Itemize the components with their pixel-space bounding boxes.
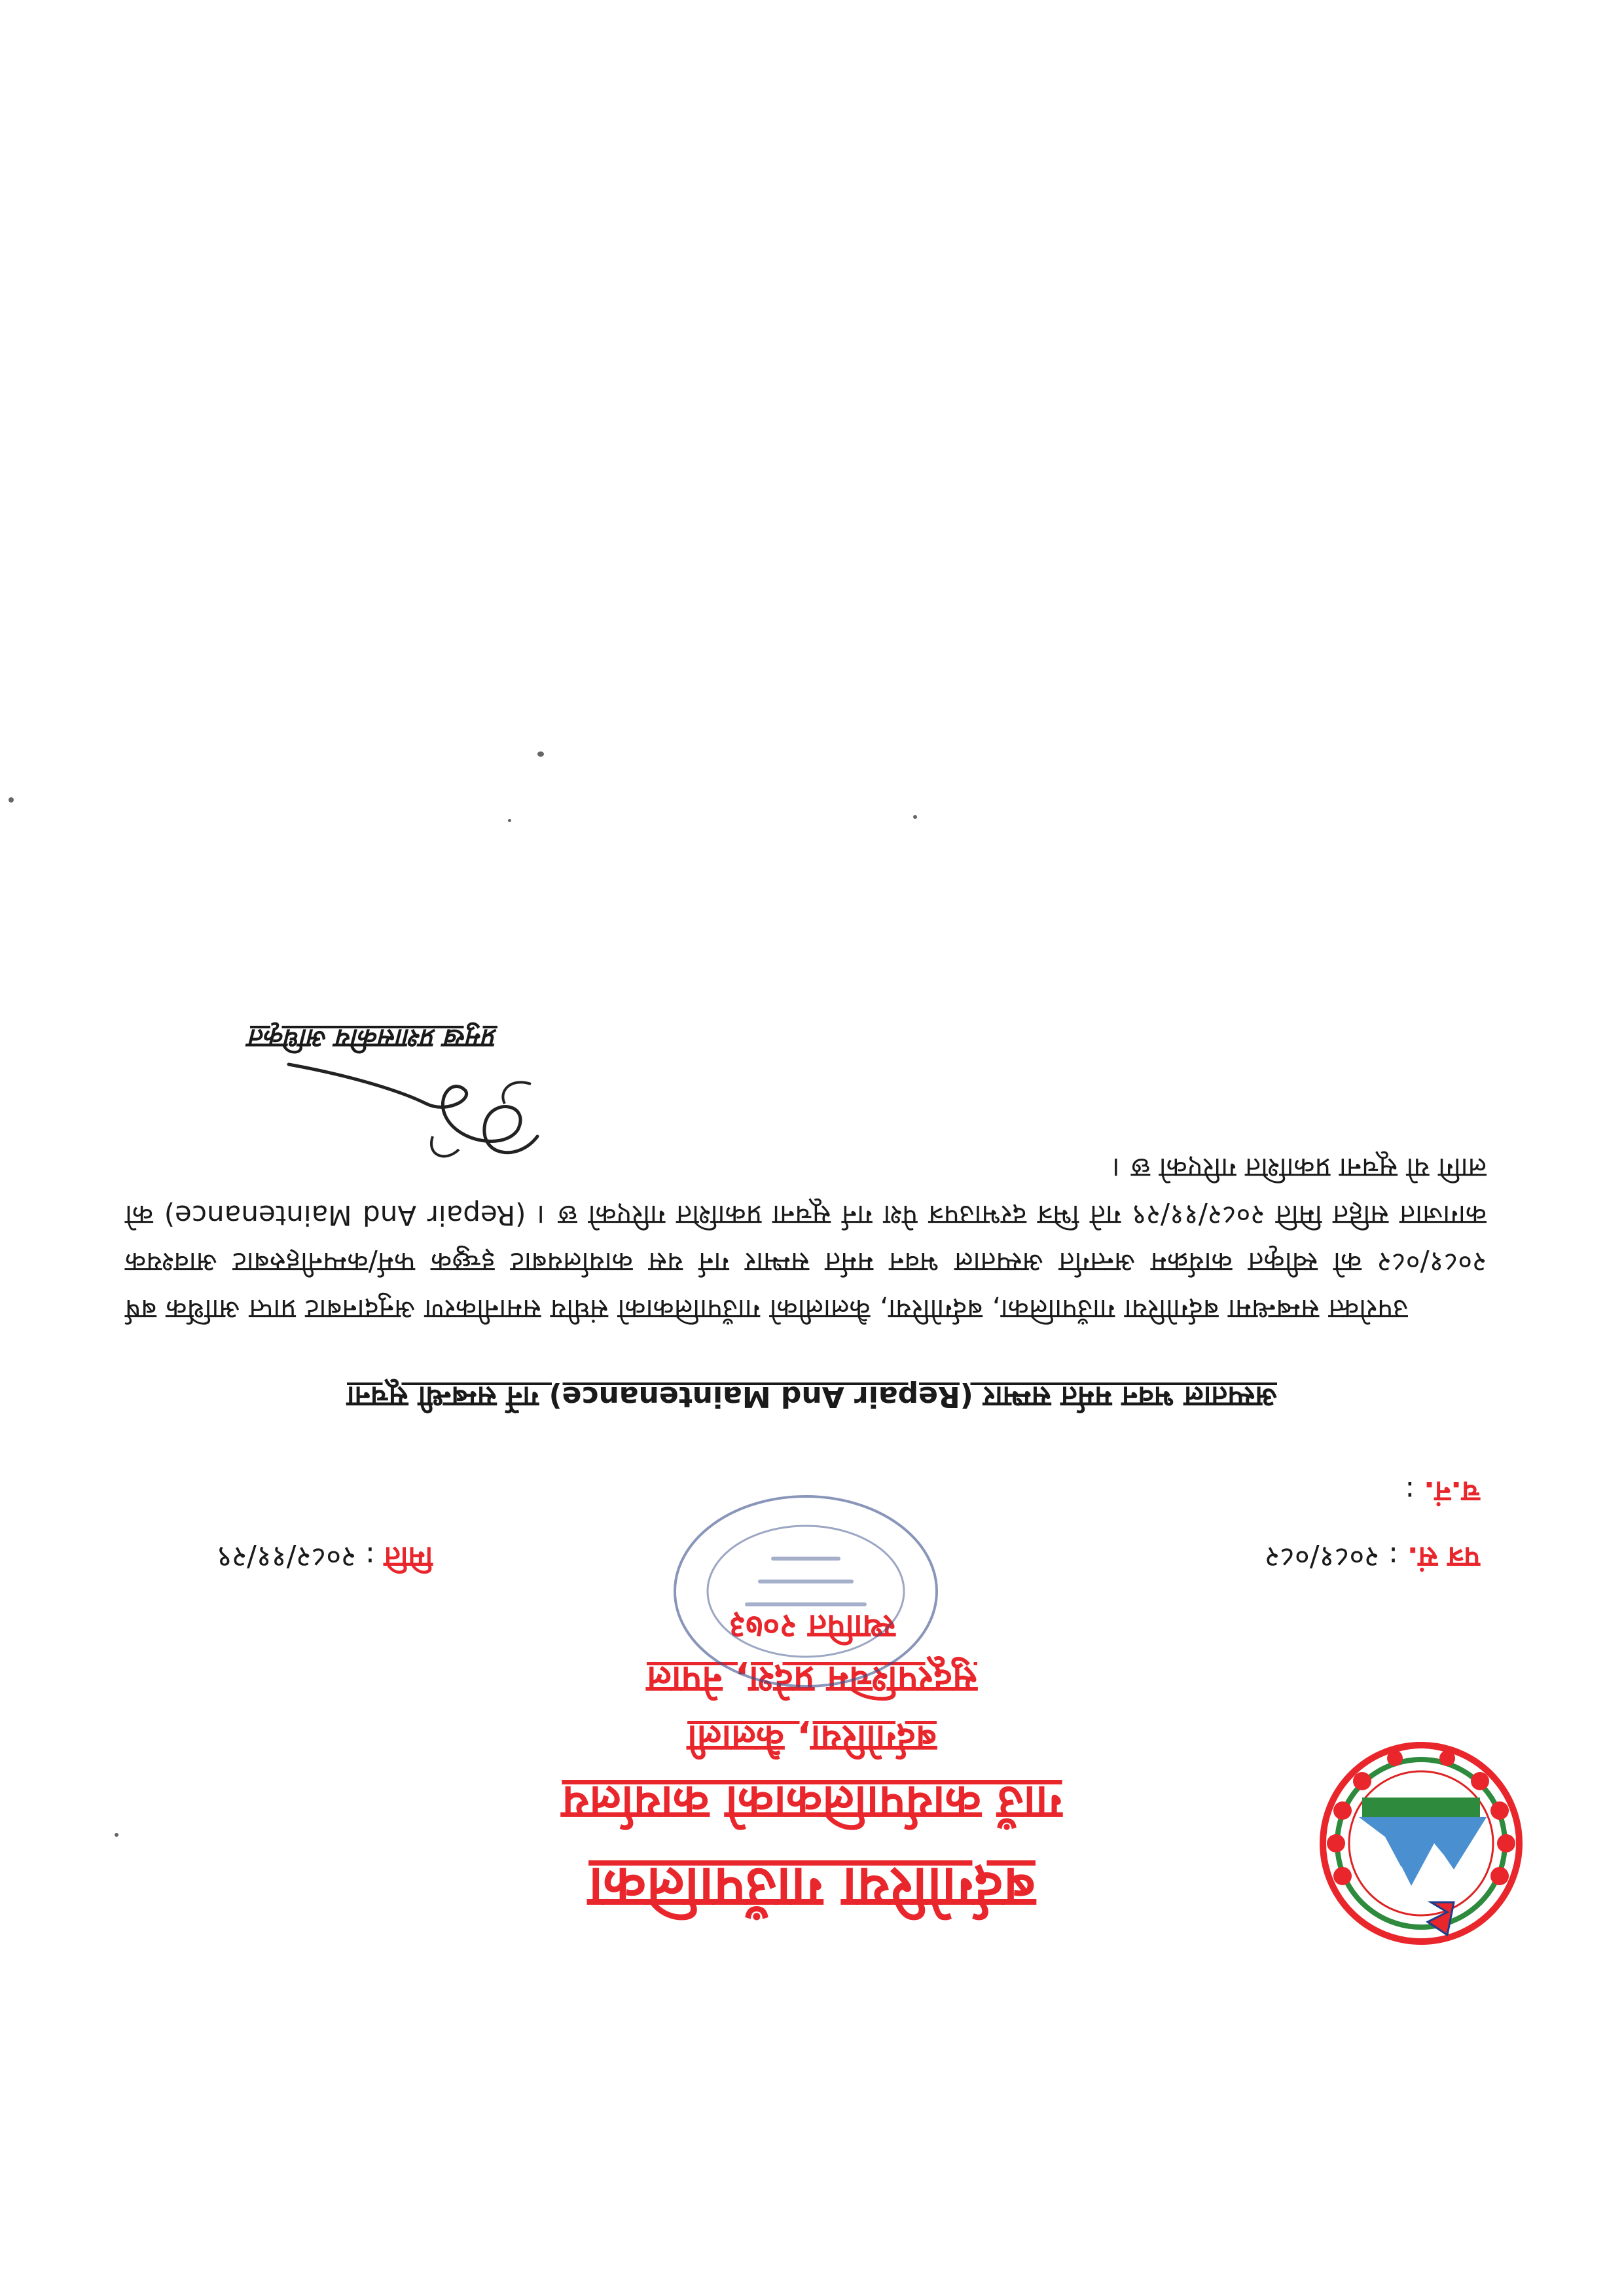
reference-cha: च.नं. :: [1405, 1475, 1480, 1508]
cha-label: च.नं.: [1424, 1475, 1480, 1508]
office-stamp-icon: [668, 1487, 943, 1696]
scan-speck: [115, 1833, 118, 1837]
scan-speck: [537, 751, 544, 757]
scan-speck: [508, 819, 511, 822]
scan-speck: [9, 797, 14, 803]
letterhead-title: बर्दगोरिया गाउँपालिका: [588, 1855, 1036, 1921]
date-label: मिति: [384, 1540, 433, 1574]
reference-date: मिति : २०८२/११/२९: [217, 1540, 433, 1574]
date-value: २०८२/११/२९: [217, 1540, 357, 1574]
letterhead-established: स्थापित २०७३: [729, 1608, 895, 1646]
letterhead-address: बर्दगोरिया, कैलाली: [687, 1717, 937, 1760]
signatory-title: प्रमुख प्रशासकीय अधिकृत: [250, 1023, 497, 1053]
letterhead-office: गाउँ कार्यपालिकाको कार्यालय: [562, 1776, 1062, 1831]
notice-body: उपरोक्त सम्बन्धमा बर्दगोरिया गाउँपालिका, बर्दगोरिया, कैलालीको गाउँपालिकाको संघीय समानीकरण अनुदानबाट प्राप्त आर्थिक बर्ष २०८१/०८२ को स्वीकृत कार्यक्रम अन्तर्गत अस्पताल भवन मर्मत सम्भार गर्न यस कार्यालयबाट इच्छुक फर्म/कम्पनीहरुबाट आवश्यक कागजात सहित मिति २०८२/११/२९ गते भित्र दरभाउपत्र पेश गर्न सूचना प्रकाशित गरिएको छ । (Repair And Maintenance) को लागि यो सूचना प्रकाशित गरिएको छ ।: [125, 1152, 1487, 1326]
patra-label: पत्र सं.: [1407, 1540, 1480, 1574]
reference-patra: पत्र सं. : २०८१/०८२: [1265, 1540, 1480, 1574]
letterhead-province: सुदूरपश्चिम प्रदेश, नेपाल: [647, 1658, 977, 1701]
notice-subject: अस्पताल भवन मर्मत सम्भार (Repair And Maintenance) गर्ने सम्बन्धी सूचना: [347, 1380, 1277, 1413]
patra-value: २०८१/०८२: [1265, 1540, 1380, 1574]
scan-speck: [913, 815, 917, 819]
handwritten-signature-icon: [282, 1038, 557, 1176]
